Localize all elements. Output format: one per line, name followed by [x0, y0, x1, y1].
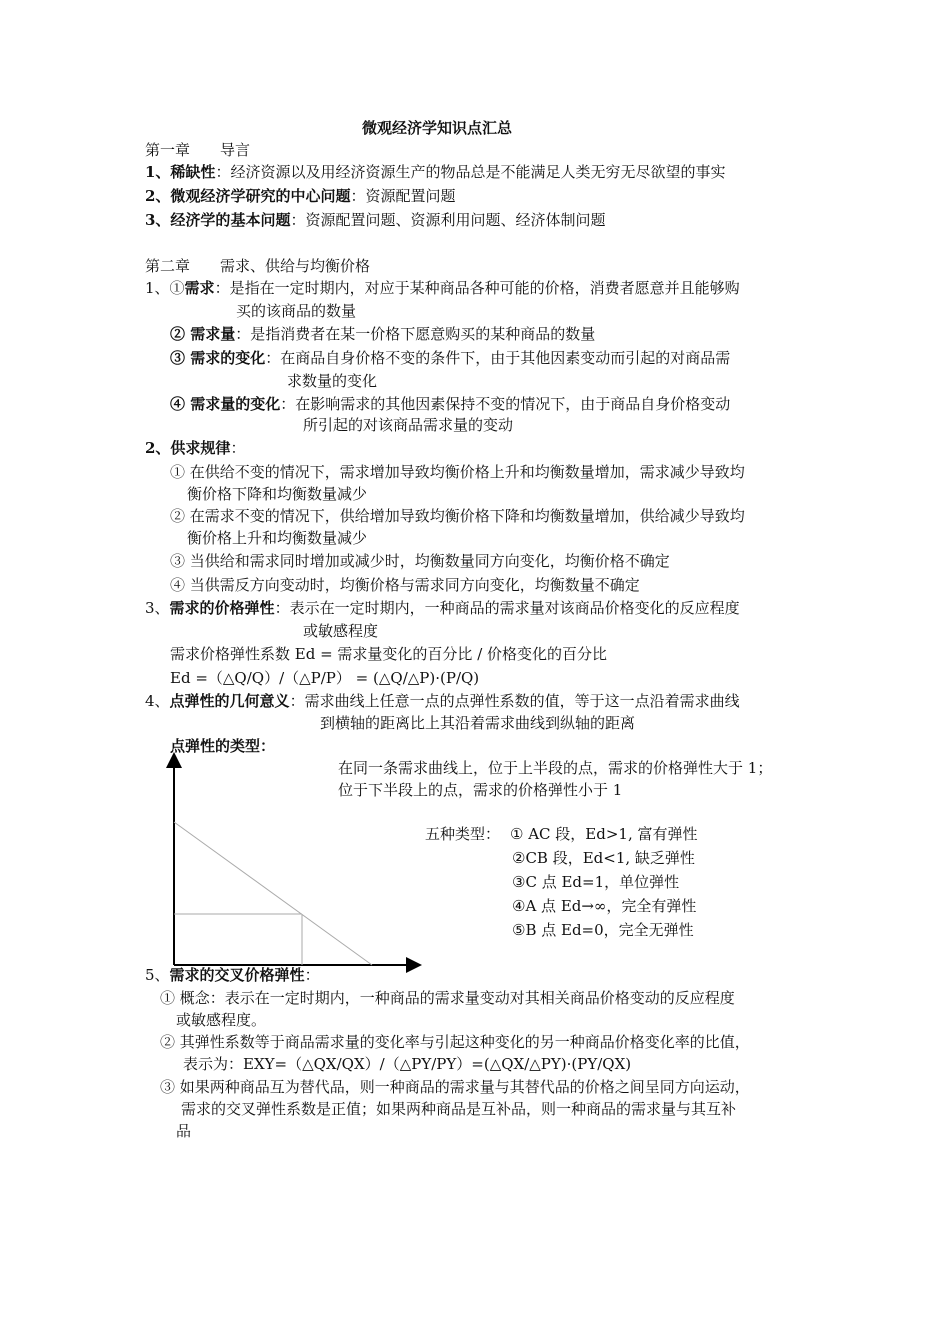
ch2-s1-demand-cont: 买的该商品的数量 [236, 302, 357, 320]
chapter-2-heading: 第二章 需求、供给与均衡价格 [145, 257, 371, 275]
ch2-s5-point-2: ② 其弹性系数等于商品需求量的变化率与引起这种变化的另一种商品价格变化率的比值， [160, 1033, 750, 1051]
elasticity-type-2: ②CB 段，Ed<1, 缺乏弹性 [512, 849, 695, 867]
ch2-s5-point-1: ① 概念：表示在一定时期内，一种商品的需求量变动对其相关商品价格变动的反应程度 [160, 989, 735, 1007]
definition: ：资源配置问题、资源利用问题、经济体制问题 [290, 211, 606, 229]
definition: ：需求曲线上任意一点的点弹性系数的值，等于这一点沿着需求曲线 [289, 692, 740, 710]
prefix: 1、① [145, 279, 185, 297]
prefix: 5、 [145, 966, 170, 984]
types-label: 五种类型： [425, 825, 501, 843]
ch2-s5-point-1-cont: 或敏感程度。 [176, 1011, 267, 1029]
ch2-s1-change-in-quantity-cont: 所引起的对该商品需求量的变动 [303, 416, 514, 434]
elasticity-types-heading: 点弹性的类型： [170, 737, 276, 755]
ch2-s3-formula-2: Ed =（△Q/Q）/（△P/P） = (△Q/△P)·(P/Q) [170, 669, 480, 687]
term: 2、供求规律 [145, 439, 231, 457]
term: 点弹性的几何意义 [169, 692, 290, 710]
definition: ：是指消费者在某一价格下愿意购买的某种商品的数量 [235, 325, 596, 343]
prefix: 4、 [145, 692, 170, 710]
ch2-s5-point-2-cont: 表示为：EXY=（△QX/QX）/（△PY/PY）=(△QX/△PY)·(PY/QX) [183, 1055, 632, 1073]
term: ④ 需求量的变化 [170, 395, 281, 413]
ch2-s3-formula-1: 需求价格弹性系数 Ed = 需求量变化的百分比 / 价格变化的百分比 [170, 645, 608, 663]
ch2-s5-point-3-cont-2: 品 [176, 1122, 192, 1140]
term: 3、经济学的基本问题 [145, 211, 291, 229]
definition: ：表示在一定时期内，一种商品的需求量对该商品价格变化的反应程度 [274, 599, 740, 617]
ch2-s2-point-2-cont: 衡价格上升和均衡数量减少 [187, 529, 368, 547]
definition: ：是指在一定时期内，对应于某种商品各种可能的价格，消费者愿意并且能够购 [214, 279, 740, 297]
types-description-2: 位于下半段上的点，需求的价格弹性小于 1 [338, 781, 623, 799]
elasticity-type-5: ⑤B 点 Ed=0，完全无弹性 [512, 921, 694, 939]
term: 1、稀缺性 [145, 163, 216, 181]
definition: ：资源配置问题 [350, 187, 456, 205]
colon: ： [230, 439, 246, 457]
ch2-s2-point-4: ④ 当供需反方向变动时，均衡价格与需求同方向变化，均衡数量不确定 [170, 576, 640, 594]
ch2-s2-point-1-cont: 衡价格下降和均衡数量减少 [187, 485, 368, 503]
types-description-1: 在同一条需求曲线上，位于上半段的点，需求的价格弹性大于 1； [338, 759, 773, 777]
term: ③ 需求的变化 [170, 349, 266, 367]
term: 需求的价格弹性 [169, 599, 275, 617]
demand-curve-line [174, 822, 372, 965]
term: 需求 [184, 279, 215, 297]
ch2-s2-point-1: ① 在供给不变的情况下，需求增加导致均衡价格上升和均衡数量增加，需求减少导致均 [170, 463, 745, 481]
term: 2、微观经济学研究的中心问题 [145, 187, 351, 205]
ch2-s4-cont: 到横轴的距离比上其沿着需求曲线到纵轴的距离 [320, 714, 636, 732]
definition: ：在影响需求的其他因素保持不变的情况下，由于商品自身价格变动 [280, 395, 731, 413]
term: 需求的交叉价格弹性 [169, 966, 305, 984]
elasticity-type-1: ① AC 段，Ed>1, 富有弹性 [510, 825, 698, 843]
ch2-s2-point-3: ③ 当供给和需求同时增加或减少时，均衡数量同方向变化，均衡价格不确定 [170, 552, 670, 570]
ch2-s2-point-2: ② 在需求不变的情况下，供给增加导致均衡价格下降和均衡数量增加，供给减少导致均 [170, 507, 745, 525]
term: ② 需求量 [170, 325, 236, 343]
definition: ：经济资源以及用经济资源生产的物品总是不能满足人类无穷无尽欲望的事实 [215, 163, 726, 181]
prefix: 3、 [145, 599, 170, 617]
elasticity-type-3: ③C 点 Ed=1，单位弹性 [512, 873, 680, 891]
ch2-s5-cross-elasticity [145, 965, 320, 985]
ch2-s5-point-3-cont: 需求的交叉弹性系数是正值；如果两种商品是互补品，则一种商品的需求量与其互补 [181, 1100, 737, 1118]
ch2-s1-change-in-demand-cont: 求数量的变化 [287, 372, 378, 390]
page-title: 微观经济学知识点汇总 [362, 119, 513, 137]
chapter-1-heading: 第一章 导言 [145, 141, 251, 159]
colon: ： [304, 966, 320, 984]
ch2-s5-point-3: ③ 如果两种商品互为替代品，则一种商品的需求量与其替代品的价格之间呈同方向运动， [160, 1078, 750, 1096]
definition: ：在商品自身价格不变的条件下，由于其他因素变动而引起的对商品需 [265, 349, 731, 367]
elasticity-type-4: ④A 点 Ed→∞，完全有弹性 [512, 897, 697, 915]
ch2-s3-cont: 或敏感程度 [303, 622, 379, 640]
